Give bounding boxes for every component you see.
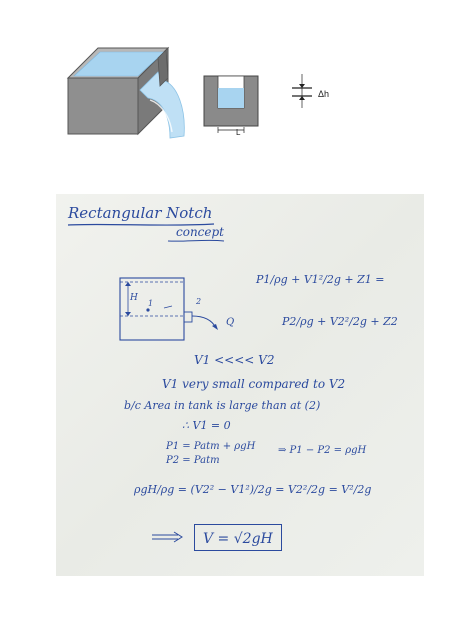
bernoulli-rhs: P2/ρg + V2²/2g + Z2: [282, 315, 398, 328]
height-label: H: [130, 293, 138, 303]
final-result-box: [194, 524, 282, 551]
tank-sketch: [112, 270, 252, 350]
final-result: V = √2gH: [203, 531, 273, 547]
notes-line-6: P2 = Patm: [166, 455, 220, 466]
notes-line-4: ∴ V1 = 0: [182, 419, 231, 432]
implies-arrow: [148, 530, 188, 544]
result-equation: ρgH/ρg = (V2² − V1²)/2g = V2²/2g = V²/2g: [134, 483, 372, 496]
notes-title: Rectangular Notch: [68, 204, 213, 222]
notes-subtitle: concept: [176, 225, 224, 239]
notes-line-1: V1 <<<< V2: [194, 353, 275, 367]
flow-label: Q: [226, 317, 235, 328]
length-label: L: [236, 128, 241, 137]
delta-h-label: Δh: [318, 89, 330, 99]
notes-line-7: ⇒ P1 − P2 = ρgH: [278, 445, 367, 456]
subtitle-underline: [166, 238, 226, 244]
notch-diagram: [58, 40, 350, 148]
point2-label: 2: [196, 297, 202, 306]
point1-label: 1: [148, 299, 154, 308]
notes-line-3: b/c Area in tank is large than at (2): [124, 399, 321, 412]
notes-line-5: P1 = Patm + ρgH: [166, 441, 256, 452]
handwritten-notes-photo: [56, 194, 424, 576]
bernoulli-lhs: P1/ρg + V1²/2g + Z1 =: [256, 273, 385, 286]
notes-line-2: V1 very small compared to V2: [162, 377, 346, 391]
notch-illustration: [58, 40, 350, 148]
